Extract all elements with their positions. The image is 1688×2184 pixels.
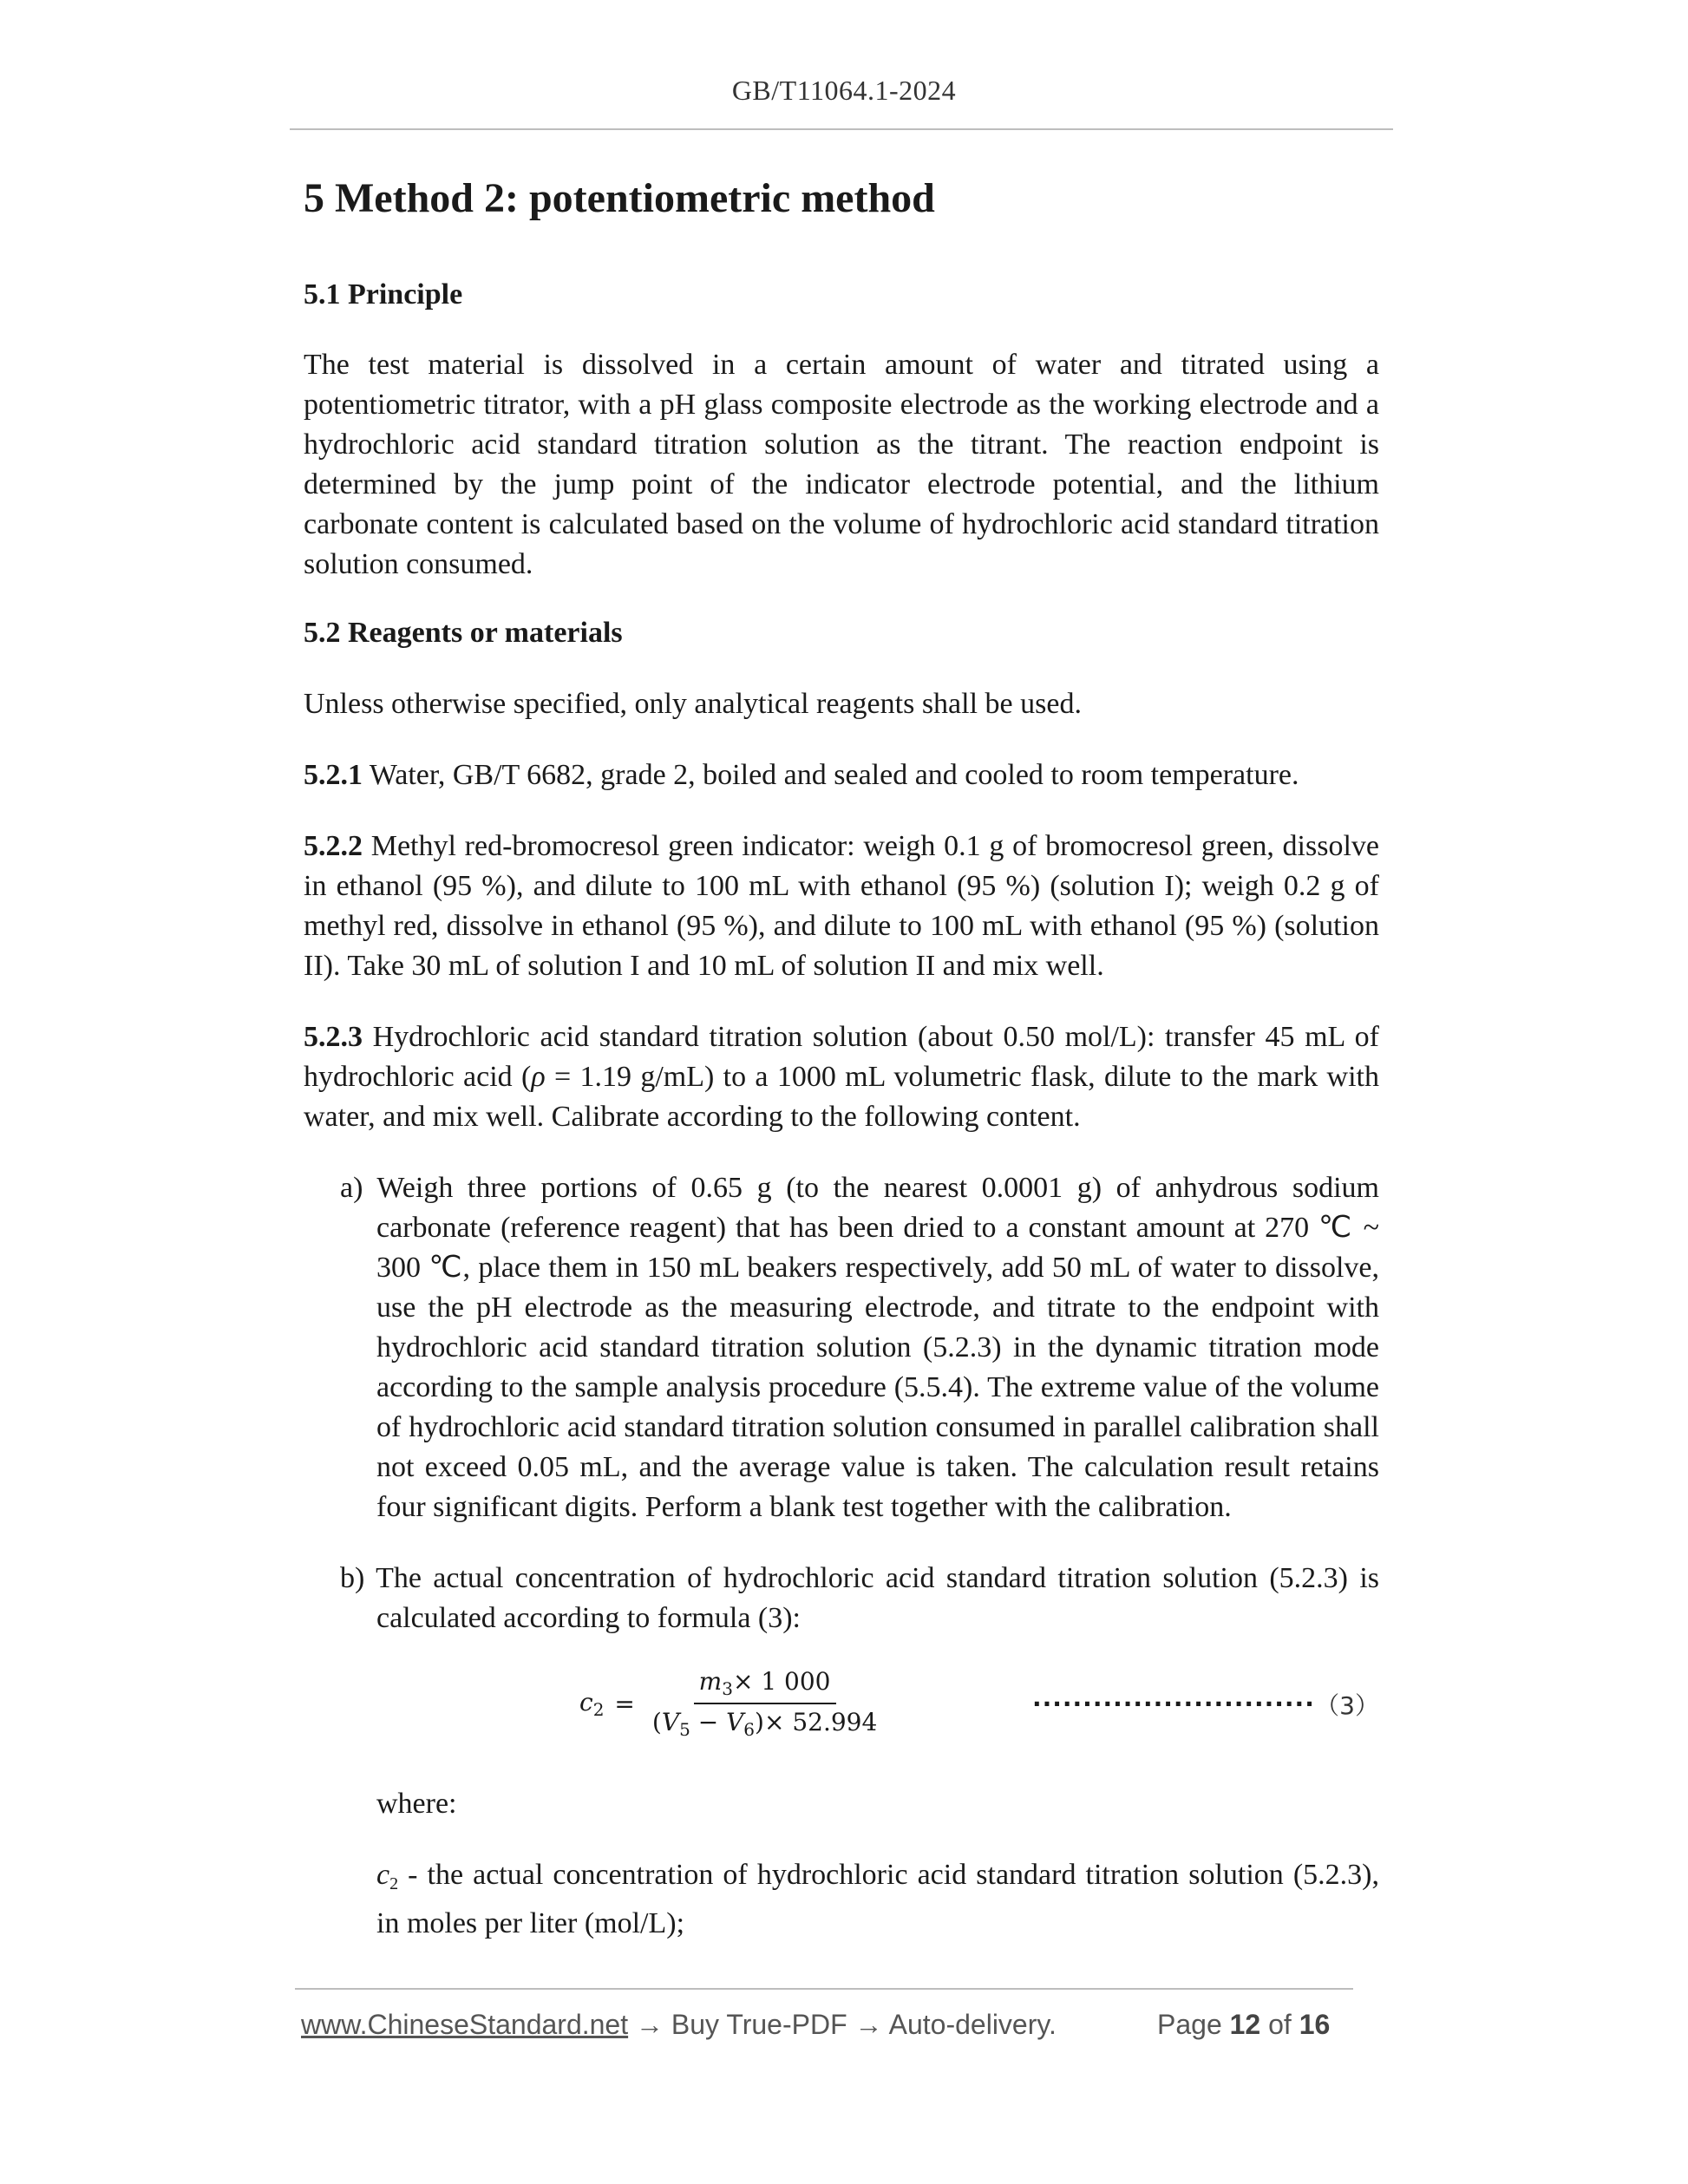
list-label: a)	[340, 1172, 363, 1205]
formula-leader-dots: ............................	[1032, 1684, 1315, 1713]
list-text: The actual concentration of hydrochloric acid standard titration solution (5.2.3) is calculated according to formula (3):	[364, 1562, 1379, 1635]
principle-heading: 5.1 Principle	[304, 278, 463, 311]
buy-text: Buy True-PDF	[671, 2009, 847, 2040]
formula-lhs: $c_2$	[579, 1687, 605, 1720]
formula-fraction	[647, 1667, 882, 1740]
reagents-heading: 5.2 Reagents or materials	[304, 617, 623, 650]
list-item	[340, 1559, 1379, 1638]
arrow-icon: →	[628, 2009, 671, 2040]
page-content	[304, 173, 1379, 1975]
page-indicator	[1157, 2009, 1330, 2041]
formula-number: （3）	[1315, 1691, 1379, 1721]
clause-number: 5.2.2	[304, 830, 363, 863]
definition-c2	[376, 1855, 1379, 1944]
formula-expression	[579, 1652, 882, 1755]
clause-text: Water, GB/T 6682, grade 2, boiled and sealed and cooled to room temperature.	[363, 759, 1299, 792]
formula-denominator: $(V_5 - V_6)\times 52.994$	[651, 1708, 878, 1741]
header-divider	[290, 128, 1393, 130]
clause-text: Hydrochloric acid standard titration solution (about 0.50 mol/L): transfer 45 mL of hydrochloric acid (	[304, 1021, 1379, 1094]
list-label: b)	[340, 1562, 365, 1595]
definition-var: $c_2$	[376, 1859, 399, 1894]
page-number: 12	[1229, 2009, 1261, 2040]
section-title: 5 Method 2: potentiometric method	[304, 175, 935, 221]
clause-number: 5.2.1	[304, 759, 363, 792]
page-label: Page	[1157, 2009, 1230, 2040]
page-total: 16	[1299, 2009, 1331, 2040]
definition-text: - the actual concentration of hydrochloric acid standard titration solution (5.2.3), in moles per liter (mol/L);	[376, 1859, 1379, 1940]
formula-numerator: $m_3\times 1$ 000	[694, 1667, 836, 1704]
list-item	[340, 1168, 1379, 1527]
clause-5-2-3	[304, 1017, 1379, 1137]
list-text: Weigh three portions of 0.65 g (to the nearest 0.0001 g) of anhydrous sodium carbonate (reference reagent) that has been dried to a constant amount at 270 ℃ ~ 300 ℃, place them in 150 mL beakers respectively, add 50 mL of water to dissolve, use the pH electrode as the measuring electrode, and titrate to the endpoint with hydrochloric acid standard titration solution (5.2.3) in the dynamic titration mode according to the sample analysis procedure (5.5.4). The extreme value of the volume of hydrochloric acid standard titration solution consumed in parallel calibration shall not exceed 0.05 mL, and the average value is taken. The calculation result retains four significant digits. Perform a blank test together with the calibration.	[363, 1172, 1379, 1524]
footer-promo	[301, 2009, 1057, 2041]
formula-equals: =	[614, 1689, 635, 1718]
clause-5-2-2	[304, 827, 1379, 986]
clause-5-2-1	[304, 755, 1379, 795]
of-label: of	[1260, 2009, 1299, 2040]
calibration-steps	[340, 1168, 1379, 1638]
where-block	[376, 1784, 1379, 1944]
clause-text: = 1.19 g/mL) to a 1000 mL volumetric flask, dilute to the mark with water, and mix well. Calibrate according to the following content.	[304, 1061, 1379, 1134]
site-link[interactable]: www.ChineseStandard.net	[301, 2009, 629, 2040]
clause-number: 5.2.3	[304, 1021, 363, 1054]
footer-divider	[295, 1988, 1353, 1990]
clause-text: Methyl red-bromocresol green indicator: weigh 0.1 g of bromocresol green, dissolve in ethanol (95 %), and dilute to 100 mL with ethanol (95 %) (solution I); weigh 0.2 g of methyl red, dissolve in ethanol (95 %), and dilute to 100 mL with ethanol (95 %) (solution II). Take 30 mL of solution I and 10 mL of solution II and mix well.	[304, 830, 1379, 983]
where-label: where:	[376, 1788, 457, 1821]
reagents-intro: Unless otherwise specified, only analytical reagents shall be used.	[304, 688, 1082, 721]
standard-code-header: GB/T11064.1-2024	[731, 75, 957, 106]
formula-3	[304, 1652, 1379, 1755]
delivery-text: Auto-delivery.	[888, 2009, 1057, 2040]
principle-paragraph: The test material is dissolved in a certain amount of water and titrated using a potentiometric titrator, with a pH glass composite electrode as the working electrode and a hydrochloric acid standard titration solution as the titrant. The reaction endpoint is determined by the jump point of the indicator electrode potential, and the lithium carbonate content is calculated based on the volume of hydrochloric acid standard titration solution consumed.	[304, 349, 1379, 581]
arrow-icon: →	[847, 2009, 889, 2040]
rho-symbol: ρ	[531, 1061, 546, 1094]
